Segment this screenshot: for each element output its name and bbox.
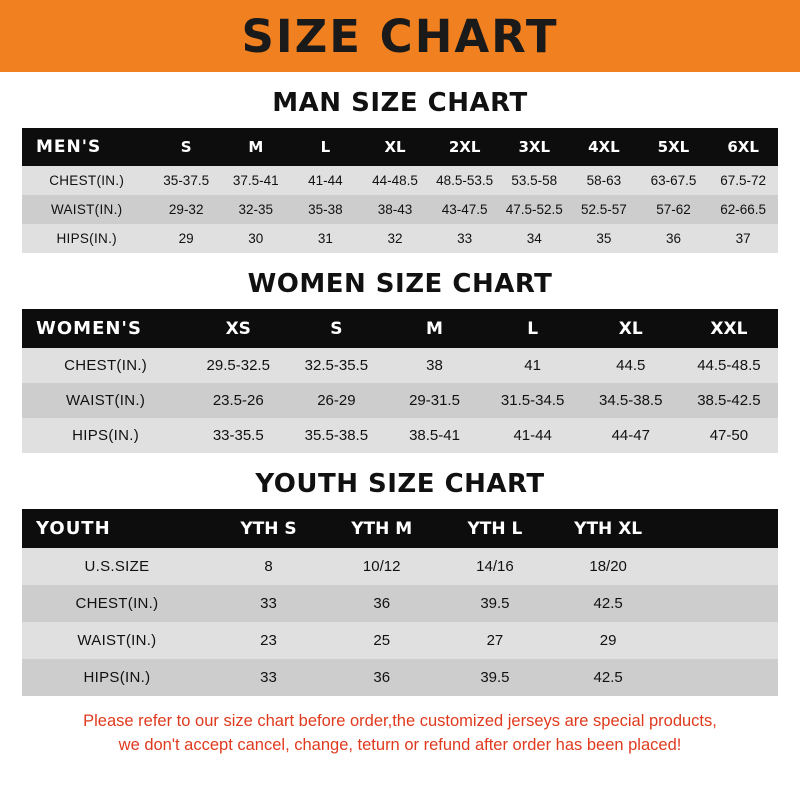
- table-cell: 35-37.5: [151, 166, 221, 195]
- table-cell: 35.5-38.5: [287, 418, 385, 453]
- table-cell: 58-63: [569, 166, 639, 195]
- table-cell: 44-48.5: [360, 166, 430, 195]
- table-cell: 43-47.5: [430, 195, 500, 224]
- column-header: WOMEN'S: [22, 309, 189, 348]
- table-cell: 47-50: [680, 418, 778, 453]
- table-cell: 41-44: [484, 418, 582, 453]
- table-row: [22, 659, 778, 696]
- table-cell: 35: [569, 224, 639, 253]
- column-header: 3XL: [499, 128, 569, 166]
- table-cell: [665, 622, 778, 659]
- column-header: YTH XL: [552, 509, 665, 548]
- table-cell: 39.5: [438, 585, 551, 622]
- man-size-table: [22, 128, 778, 253]
- column-header: YTH M: [325, 509, 438, 548]
- table-cell: 34.5-38.5: [582, 383, 680, 418]
- table-cell: 38-43: [360, 195, 430, 224]
- youth-section-title: YOUTH SIZE CHART: [255, 469, 545, 499]
- women-size-table: [22, 309, 778, 453]
- order-notice: [22, 710, 778, 758]
- table-cell: 26-29: [287, 383, 385, 418]
- table-cell: 8: [212, 548, 325, 585]
- column-header: YTH L: [438, 509, 551, 548]
- column-header: L: [291, 128, 361, 166]
- table-cell: 41: [484, 348, 582, 383]
- column-header: [665, 509, 778, 548]
- table-cell: 44.5: [582, 348, 680, 383]
- table-cell: 29: [552, 622, 665, 659]
- table-header-row: [22, 309, 778, 348]
- table-cell: 32-35: [221, 195, 291, 224]
- column-header: 5XL: [639, 128, 709, 166]
- table-row: [22, 383, 778, 418]
- table-row: [22, 348, 778, 383]
- table-cell: 33: [212, 585, 325, 622]
- youth-size-table: [22, 509, 778, 696]
- page-title: SIZE CHART: [241, 9, 559, 63]
- table-cell: 37.5-41: [221, 166, 291, 195]
- women-section-title: WOMEN SIZE CHART: [247, 269, 553, 299]
- table-cell: 44-47: [582, 418, 680, 453]
- table-cell: 62-66.5: [708, 195, 778, 224]
- column-header: YTH S: [212, 509, 325, 548]
- table-cell: 47.5-52.5: [499, 195, 569, 224]
- table-cell: 14/16: [438, 548, 551, 585]
- column-header: MEN'S: [22, 128, 151, 166]
- table-cell: 33-35.5: [189, 418, 287, 453]
- table-cell: 41-44: [291, 166, 361, 195]
- table-cell: 35-38: [291, 195, 361, 224]
- notice-line-1: Please refer to our size chart before order,the customized jerseys are special products,: [83, 712, 717, 730]
- table-cell: 38: [385, 348, 483, 383]
- table-cell: 53.5-58: [499, 166, 569, 195]
- table-row: [22, 585, 778, 622]
- column-header: XL: [360, 128, 430, 166]
- column-header: M: [385, 309, 483, 348]
- table-cell: 18/20: [552, 548, 665, 585]
- table-cell: 31: [291, 224, 361, 253]
- row-label: WAIST(IN.): [22, 195, 151, 224]
- table-cell: 63-67.5: [639, 166, 709, 195]
- row-label: HIPS(IN.): [22, 224, 151, 253]
- table-header-row: [22, 509, 778, 548]
- table-cell: 57-62: [639, 195, 709, 224]
- table-cell: [665, 548, 778, 585]
- table-cell: 44.5-48.5: [680, 348, 778, 383]
- column-header: 4XL: [569, 128, 639, 166]
- notice-line-2: we don't accept cancel, change, teturn or refund after order has been placed!: [118, 735, 682, 754]
- table-row: [22, 418, 778, 453]
- column-header: L: [484, 309, 582, 348]
- table-cell: 36: [325, 659, 438, 696]
- table-cell: 52.5-57: [569, 195, 639, 224]
- table-cell: 67.5-72: [708, 166, 778, 195]
- content-area: [0, 88, 800, 758]
- table-cell: 42.5: [552, 659, 665, 696]
- man-section-title: MAN SIZE CHART: [272, 88, 528, 118]
- column-header: XL: [582, 309, 680, 348]
- table-cell: 30: [221, 224, 291, 253]
- column-header: 6XL: [708, 128, 778, 166]
- column-header: M: [221, 128, 291, 166]
- table-cell: 36: [639, 224, 709, 253]
- header-left-strip: [0, 0, 22, 72]
- row-label: CHEST(IN.): [22, 166, 151, 195]
- table-cell: 33: [212, 659, 325, 696]
- row-label: CHEST(IN.): [22, 348, 189, 383]
- table-cell: 31.5-34.5: [484, 383, 582, 418]
- table-row: [22, 166, 778, 195]
- table-row: [22, 224, 778, 253]
- table-cell: [665, 659, 778, 696]
- table-cell: 23.5-26: [189, 383, 287, 418]
- table-row: [22, 548, 778, 585]
- table-cell: 37: [708, 224, 778, 253]
- table-row: [22, 622, 778, 659]
- table-cell: 10/12: [325, 548, 438, 585]
- column-header: XS: [189, 309, 287, 348]
- table-cell: 29-32: [151, 195, 221, 224]
- table-cell: 27: [438, 622, 551, 659]
- column-header: XXL: [680, 309, 778, 348]
- table-cell: 33: [430, 224, 500, 253]
- table-cell: 29: [151, 224, 221, 253]
- row-label: HIPS(IN.): [22, 418, 189, 453]
- column-header: S: [151, 128, 221, 166]
- row-label: CHEST(IN.): [22, 585, 212, 622]
- column-header: 2XL: [430, 128, 500, 166]
- table-cell: 39.5: [438, 659, 551, 696]
- header-band: [0, 0, 800, 72]
- table-cell: [665, 585, 778, 622]
- table-cell: 48.5-53.5: [430, 166, 500, 195]
- table-cell: 23: [212, 622, 325, 659]
- table-cell: 32: [360, 224, 430, 253]
- table-cell: 29-31.5: [385, 383, 483, 418]
- table-cell: 38.5-41: [385, 418, 483, 453]
- table-cell: 25: [325, 622, 438, 659]
- table-cell: 36: [325, 585, 438, 622]
- header-right-strip: [778, 0, 800, 72]
- table-cell: 32.5-35.5: [287, 348, 385, 383]
- table-cell: 42.5: [552, 585, 665, 622]
- column-header: S: [287, 309, 385, 348]
- column-header: YOUTH: [22, 509, 212, 548]
- table-cell: 34: [499, 224, 569, 253]
- row-label: WAIST(IN.): [22, 383, 189, 418]
- row-label: U.S.SIZE: [22, 548, 212, 585]
- row-label: WAIST(IN.): [22, 622, 212, 659]
- row-label: HIPS(IN.): [22, 659, 212, 696]
- table-cell: 38.5-42.5: [680, 383, 778, 418]
- table-cell: 29.5-32.5: [189, 348, 287, 383]
- table-row: [22, 195, 778, 224]
- table-header-row: [22, 128, 778, 166]
